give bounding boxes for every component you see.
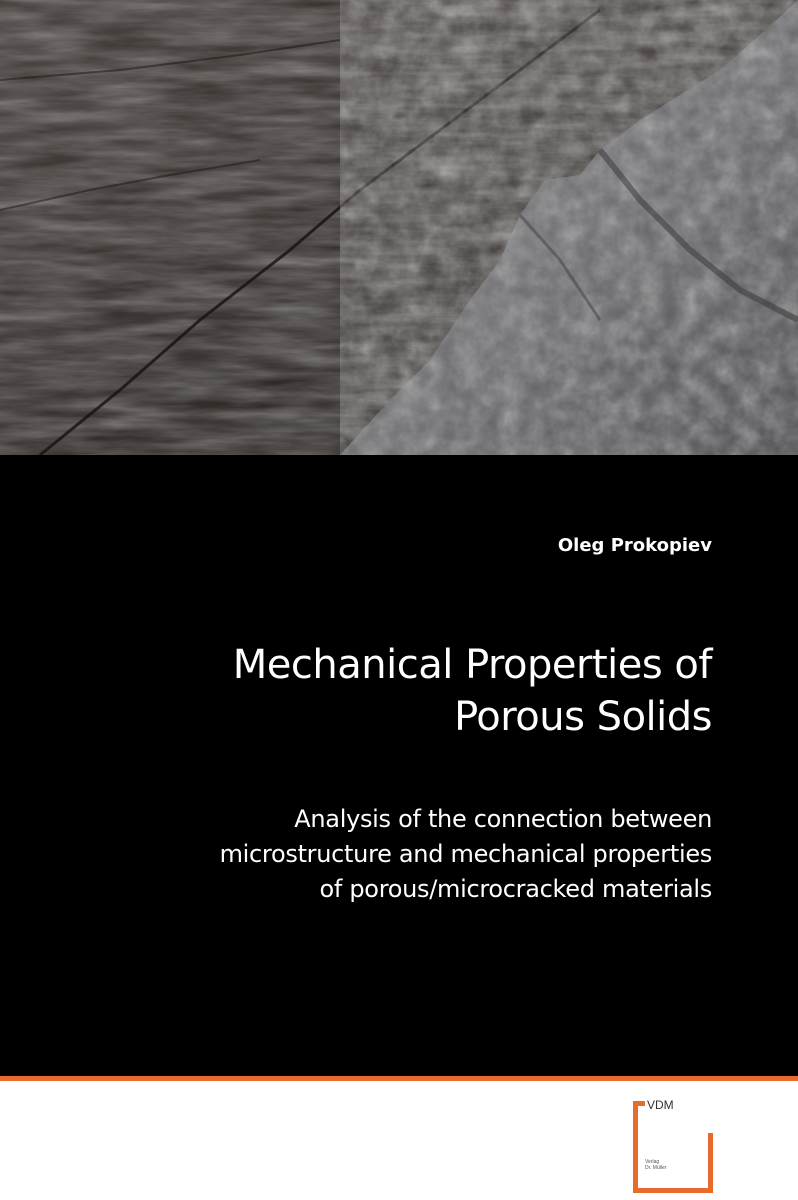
book-title-line: Mechanical Properties of xyxy=(232,642,712,688)
book-subtitle-line: microstructure and mechanical properties xyxy=(219,840,712,868)
logo-frame-bottom xyxy=(633,1188,713,1193)
logo-frame-right xyxy=(708,1133,713,1193)
publisher-line: Dr. Müller xyxy=(645,1165,667,1171)
book-subtitle-line: of porous/microcracked materials xyxy=(319,875,712,903)
logo-frame-top xyxy=(633,1101,645,1106)
book-subtitle-line: Analysis of the connection between xyxy=(294,805,712,833)
rock-texture-image xyxy=(0,0,798,455)
publisher-brand: VDM xyxy=(647,1098,674,1112)
book-title xyxy=(72,639,712,743)
publisher-line: Verlag xyxy=(645,1159,660,1165)
book-subtitle xyxy=(52,802,712,907)
title-panel xyxy=(0,455,798,1076)
publisher-subtitle xyxy=(645,1159,695,1171)
logo-frame-left xyxy=(633,1101,638,1193)
author-name: Oleg Prokopiev xyxy=(557,535,712,556)
book-title-line: Porous Solids xyxy=(454,694,712,740)
publisher-area xyxy=(0,1081,798,1200)
cover-photo xyxy=(0,0,798,455)
publisher-logo xyxy=(633,1098,713,1193)
